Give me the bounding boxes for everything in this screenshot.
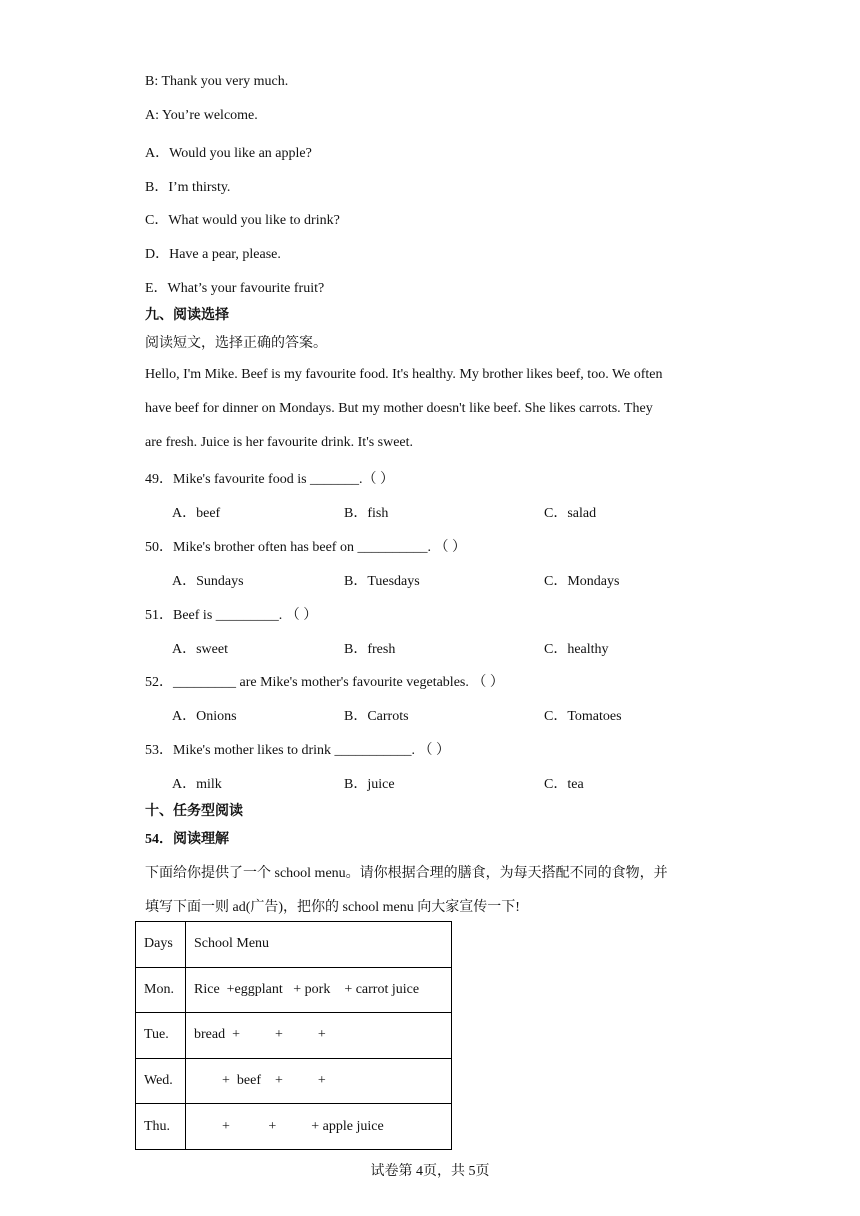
- question-51: 51．Beef is _________. （ ）: [145, 608, 318, 623]
- table-cell-menu: Rice +eggplant + pork + carrot juice: [186, 967, 452, 1013]
- dialogue-line-1: B: Thank you very much.: [145, 74, 289, 89]
- question-53-option-c[interactable]: C．tea: [544, 777, 584, 792]
- school-menu-table: [135, 921, 452, 1150]
- table-row: [136, 967, 452, 1013]
- table-cell-day: Thu.: [136, 1104, 186, 1150]
- table-header-menu: School Menu: [186, 922, 452, 968]
- table-cell-day: Wed.: [136, 1058, 186, 1104]
- question-52-option-c[interactable]: C．Tomatoes: [544, 709, 622, 724]
- table-header-days: Days: [136, 922, 186, 968]
- question-52: 52．_________ are Mike's mother's favourite vegetables. （ ）: [145, 675, 504, 690]
- passage-line-1: Hello, I'm Mike. Beef is my favourite food. It's healthy. My brother likes beef, too. We often: [145, 367, 663, 382]
- dialogue-option-a: A．Would you like an apple?: [145, 146, 312, 161]
- table-row: [136, 1058, 452, 1104]
- dialogue-option-d: D．Have a pear, please.: [145, 247, 281, 262]
- section-10-instruction-2: 填写下面一则 ad(广告)，把你的 school menu 向大家宣传一下!: [145, 900, 520, 915]
- question-49-option-a[interactable]: A．beef: [172, 506, 221, 521]
- question-50-option-a[interactable]: A．Sundays: [172, 574, 244, 589]
- table-cell-menu[interactable]: + + + apple juice: [186, 1104, 452, 1150]
- passage-line-3: are fresh. Juice is her favourite drink. It's sweet.: [145, 435, 414, 450]
- table-header-row: [136, 922, 452, 968]
- question-52-option-b[interactable]: B．Carrots: [344, 709, 409, 724]
- question-51-option-b[interactable]: B．fresh: [344, 642, 396, 657]
- page-footer: 试卷第 4页，共 5页: [370, 1164, 490, 1179]
- dialogue-option-b: B．I’m thirsty.: [145, 180, 231, 195]
- question-53-option-b[interactable]: B．juice: [344, 777, 395, 792]
- dialogue-option-e: E．What’s your favourite fruit?: [145, 281, 325, 296]
- question-49-option-b[interactable]: B．fish: [344, 506, 389, 521]
- table-row: [136, 1013, 452, 1059]
- question-49: 49．Mike's favourite food is _______.（ ）: [145, 472, 395, 487]
- question-51-option-c[interactable]: C．healthy: [544, 642, 609, 657]
- question-52-option-a[interactable]: A．Onions: [172, 709, 237, 724]
- question-50: 50．Mike's brother often has beef on __________. （ ）: [145, 540, 466, 555]
- question-50-option-b[interactable]: B．Tuesdays: [344, 574, 420, 589]
- table-cell-menu[interactable]: bread + + +: [186, 1013, 452, 1059]
- section-10-title: 十、任务型阅读: [145, 804, 243, 819]
- dialogue-line-2: A: You’re welcome.: [145, 108, 258, 123]
- question-51-option-a[interactable]: A．sweet: [172, 642, 228, 657]
- dialogue-option-c: C．What would you like to drink?: [145, 213, 340, 228]
- question-50-option-c[interactable]: C．Mondays: [544, 574, 620, 589]
- passage-line-2: have beef for dinner on Mondays. But my mother doesn't like beef. She likes carrots. They: [145, 401, 653, 416]
- question-49-option-c[interactable]: C．salad: [544, 506, 597, 521]
- table-cell-menu[interactable]: + beef + +: [186, 1058, 452, 1104]
- section-9-instruction: 阅读短文，选择正确的答案。: [145, 336, 327, 351]
- section-10-instruction-1: 下面给你提供了一个 school menu。请你根据合理的膳食，为每天搭配不同的食物，并: [145, 866, 668, 881]
- question-53-option-a[interactable]: A．milk: [172, 777, 222, 792]
- table-row: [136, 1104, 452, 1150]
- table-cell-day: Tue.: [136, 1013, 186, 1059]
- question-54-title: 54．阅读理解: [145, 832, 229, 847]
- question-53: 53．Mike's mother likes to drink ___________. （ ）: [145, 743, 451, 758]
- section-9-title: 九、阅读选择: [145, 308, 229, 323]
- table-cell-day: Mon.: [136, 967, 186, 1013]
